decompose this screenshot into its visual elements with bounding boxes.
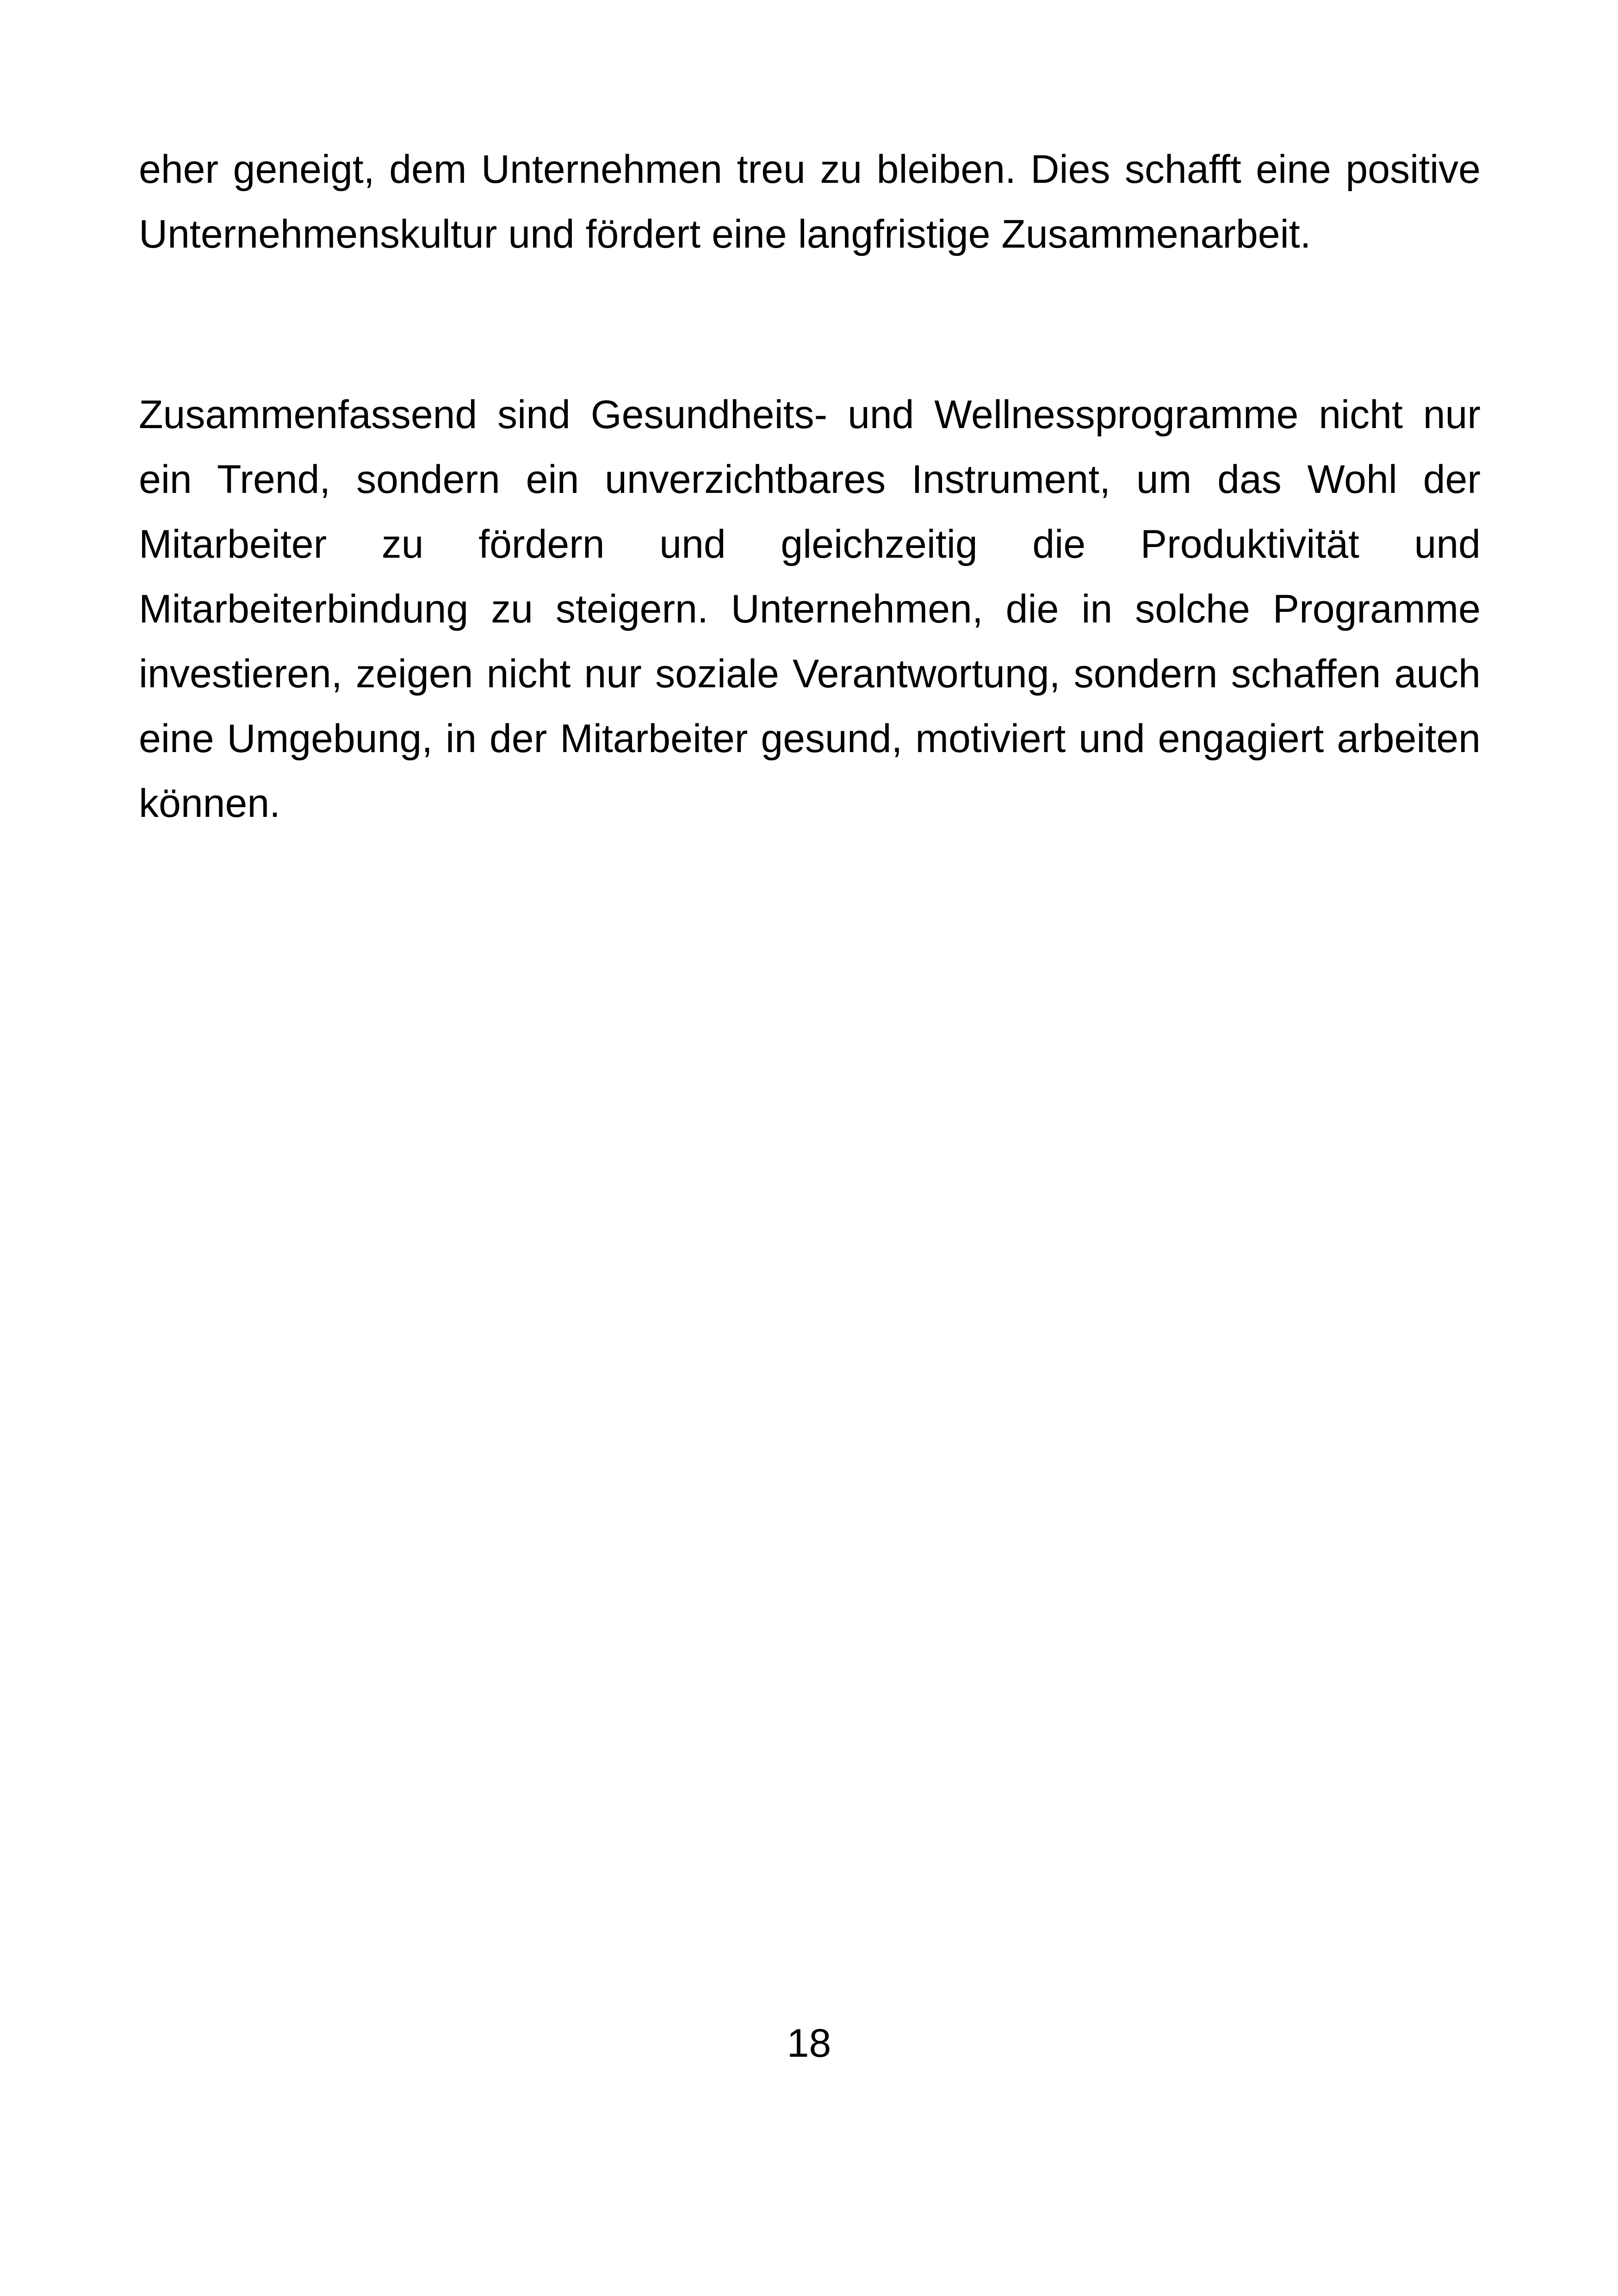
body-paragraph: Zusammenfassend sind Gesundheits- und Wellnessprogramme nicht nur ein Trend, sondern ein unverzichtbares Instrument, um das Wohl der Mitarbeiter zu fördern und gleichzeitig die Produktivität und Mitarbeiterbindung zu steigern. Unternehmen, die in solche Programme investieren, zeigen nicht nur soziale Verantwortung, sondern schaffen auch eine Umgebung, in der Mitarbeiter gesund, motiviert und engagiert arbeiten können.	[139, 392, 1481, 826]
body-paragraph: eher geneigt, dem Unternehmen treu zu bleiben. Dies schafft eine positive Unternehmenskultur und fördert eine langfristige Zusammenarbeit.	[139, 147, 1481, 256]
page-number: 18	[787, 2021, 831, 2066]
